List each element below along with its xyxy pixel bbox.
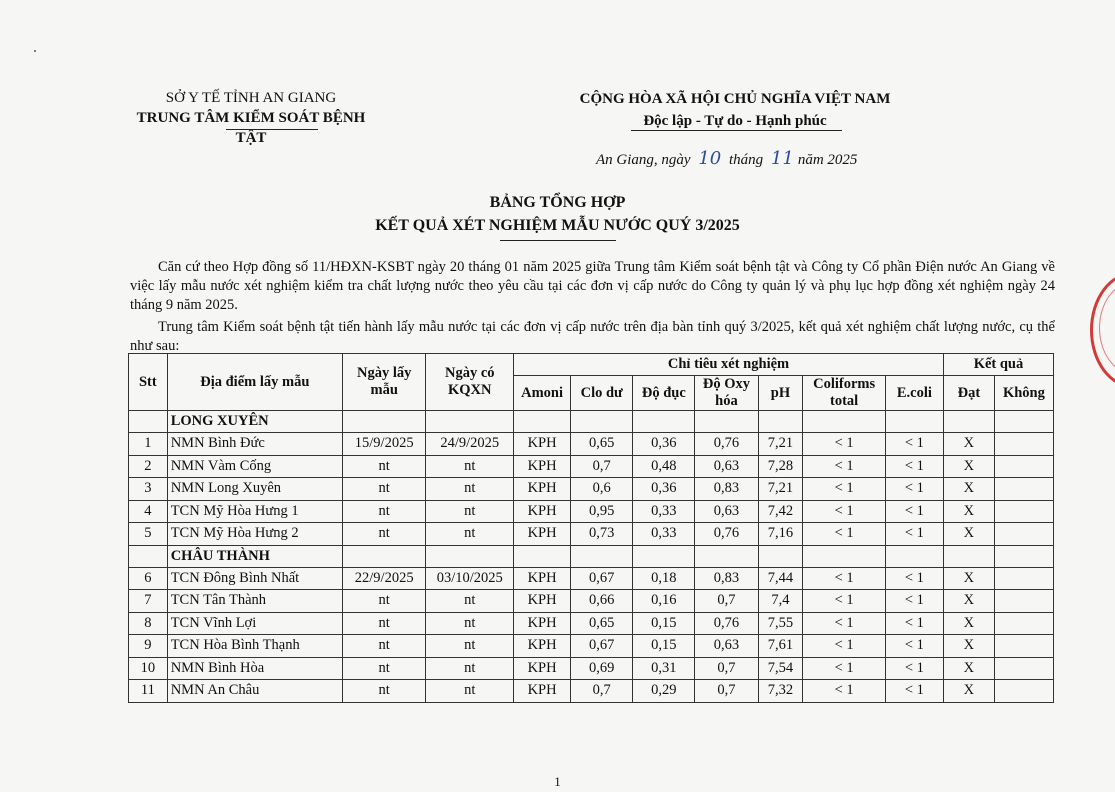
cell-ecoli: < 1 [885, 657, 943, 680]
cell-clo: 0,66 [571, 590, 633, 613]
empty-cell [943, 545, 994, 567]
cell-location: TCN Hòa Bình Thạnh [167, 635, 342, 658]
cell-clo: 0,95 [571, 500, 633, 523]
cell-amoni: KPH [514, 612, 571, 635]
cell-ecoli: < 1 [885, 523, 943, 546]
cell-coliforms: < 1 [803, 657, 886, 680]
cell-coliforms: < 1 [803, 500, 886, 523]
cell-location: NMN Bình Đức [167, 433, 342, 456]
cell-fail [994, 523, 1053, 546]
cell-fail [994, 567, 1053, 590]
cell-ecoli: < 1 [885, 680, 943, 703]
cell-ph: 7,55 [758, 612, 803, 635]
cell-ph: 7,54 [758, 657, 803, 680]
header-clo: Clo dư [571, 376, 633, 411]
cell-fail [994, 680, 1053, 703]
table-row [129, 657, 1054, 680]
cell-oxidation: 0,83 [695, 478, 758, 501]
cell-ecoli: < 1 [885, 590, 943, 613]
cell-ecoli: < 1 [885, 433, 943, 456]
cell-fail [994, 590, 1053, 613]
cell-oxidation: 0,76 [695, 433, 758, 456]
paragraph-basis-text: Căn cứ theo Hợp đồng số 11/HĐXN-KSBT ngày 20 tháng 01 năm 2025 giữa Trung tâm Kiểm soát bệnh tật và Công ty Cổ phần Điện nước An Giang về việc lấy mẫu nước xét nghiệm kiểm tra chất lượng nước theo yêu cầu tại các đơn vị cấp nước do Công ty quản lý và phụ lục hợp đồng xét nghiệm ngày 24 tháng 9 năm 2025. [130, 259, 1055, 313]
cell-clo: 0,6 [571, 478, 633, 501]
cell-ph: 7,61 [758, 635, 803, 658]
empty-cell [129, 545, 168, 567]
cell-ph: 7,28 [758, 455, 803, 478]
empty-cell [514, 545, 571, 567]
cell-turbidity: 0,31 [633, 657, 695, 680]
cell-oxidation: 0,63 [695, 455, 758, 478]
cell-sample-date: nt [342, 612, 426, 635]
header-result-group: Kết quả [943, 354, 1053, 376]
region-row [129, 411, 1054, 433]
table-row [129, 500, 1054, 523]
empty-cell [695, 545, 758, 567]
cell-stt: 7 [129, 590, 168, 613]
cell-location: TCN Đông Bình Nhất [167, 567, 342, 590]
cell-sample-date: nt [342, 680, 426, 703]
date-middle: tháng [728, 152, 764, 168]
issuing-agency-block [120, 88, 382, 148]
cell-oxidation: 0,63 [695, 500, 758, 523]
empty-cell [943, 411, 994, 433]
cell-ecoli: < 1 [885, 635, 943, 658]
empty-cell [803, 411, 886, 433]
cell-amoni: KPH [514, 635, 571, 658]
cell-clo: 0,67 [571, 635, 633, 658]
cell-turbidity: 0,15 [633, 635, 695, 658]
cell-result-date: nt [426, 680, 514, 703]
cell-stt: 8 [129, 612, 168, 635]
cell-turbidity: 0,36 [633, 433, 695, 456]
region-row [129, 545, 1054, 567]
cell-oxidation: 0,76 [695, 523, 758, 546]
paragraph-intro-text: Trung tâm Kiểm soát bệnh tật tiến hành lấy mẫu nước tại các đơn vị cấp nước trên địa bàn tỉnh quý 3/2025, kết quả xét nghiệm chất lượng nước, cụ thể như sau: [130, 319, 1055, 354]
cell-amoni: KPH [514, 657, 571, 680]
cell-coliforms: < 1 [803, 478, 886, 501]
results-table [128, 353, 1054, 703]
cell-result-date: nt [426, 590, 514, 613]
cell-location: TCN Tân Thành [167, 590, 342, 613]
header-turbidity: Độ đục [633, 376, 695, 411]
header-sample-date: Ngày lấy mẫu [342, 354, 426, 411]
cell-oxidation: 0,83 [695, 567, 758, 590]
date-suffix: năm 2025 [797, 152, 858, 168]
empty-cell [342, 545, 426, 567]
ministry-name: SỞ Y TẾ TỈNH AN GIANG [165, 90, 337, 106]
cell-turbidity: 0,33 [633, 523, 695, 546]
cell-sample-date: 22/9/2025 [342, 567, 426, 590]
document-title: BẢNG TỔNG HỢP [489, 194, 626, 211]
national-motto-block [540, 88, 930, 132]
cell-ecoli: < 1 [885, 567, 943, 590]
cell-result-date: 24/9/2025 [426, 433, 514, 456]
cell-sample-date: nt [342, 523, 426, 546]
date-day-handwritten: 10 [698, 148, 722, 169]
cell-location: TCN Vĩnh Lợi [167, 612, 342, 635]
cell-pass: X [943, 657, 994, 680]
cell-sample-date: nt [342, 635, 426, 658]
cell-location: NMN Long Xuyên [167, 478, 342, 501]
cell-clo: 0,65 [571, 612, 633, 635]
date-month-handwritten: 11 [770, 148, 794, 169]
cell-ecoli: < 1 [885, 478, 943, 501]
cell-result-date: nt [426, 657, 514, 680]
cell-stt: 2 [129, 455, 168, 478]
cell-stt: 4 [129, 500, 168, 523]
cell-amoni: KPH [514, 567, 571, 590]
cell-pass: X [943, 433, 994, 456]
header-coliforms: Coliforms total [803, 376, 886, 411]
empty-cell [885, 545, 943, 567]
cell-ecoli: < 1 [885, 500, 943, 523]
header-amoni: Amoni [514, 376, 571, 411]
cell-result-date: nt [426, 455, 514, 478]
header-result-date: Ngày có KQXN [426, 354, 514, 411]
cell-pass: X [943, 478, 994, 501]
cell-sample-date: 15/9/2025 [342, 433, 426, 456]
region-name: CHÂU THÀNH [167, 545, 342, 567]
cell-coliforms: < 1 [803, 590, 886, 613]
empty-cell [758, 545, 803, 567]
cell-oxidation: 0,7 [695, 680, 758, 703]
paragraph-basis [130, 258, 1055, 315]
empty-cell [342, 411, 426, 433]
empty-cell [994, 545, 1053, 567]
cell-coliforms: < 1 [803, 567, 886, 590]
cell-fail [994, 478, 1053, 501]
cell-ecoli: < 1 [885, 612, 943, 635]
place-date-line [596, 148, 857, 169]
cell-fail [994, 612, 1053, 635]
header-stt: Stt [129, 354, 168, 411]
cell-pass: X [943, 523, 994, 546]
cell-sample-date: nt [342, 590, 426, 613]
cell-oxidation: 0,63 [695, 635, 758, 658]
table-row [129, 612, 1054, 635]
cell-stt: 5 [129, 523, 168, 546]
table-row [129, 680, 1054, 703]
empty-cell [758, 411, 803, 433]
table-row [129, 455, 1054, 478]
region-name: LONG XUYÊN [167, 411, 342, 433]
empty-cell [426, 411, 514, 433]
cell-turbidity: 0,48 [633, 455, 695, 478]
cell-oxidation: 0,7 [695, 657, 758, 680]
agency-name: TRUNG TÂM KIỂM SOÁT BỆNH TẬT [136, 110, 366, 146]
cell-ph: 7,42 [758, 500, 803, 523]
cell-pass: X [943, 500, 994, 523]
cell-oxidation: 0,76 [695, 612, 758, 635]
header-ph: pH [758, 376, 803, 411]
cell-coliforms: < 1 [803, 433, 886, 456]
date-prefix: An Giang, ngày [596, 152, 691, 168]
header-location: Địa điểm lấy mẫu [167, 354, 342, 411]
table-row [129, 523, 1054, 546]
header-indicators-group: Chỉ tiêu xét nghiệm [514, 354, 944, 376]
cell-amoni: KPH [514, 500, 571, 523]
empty-cell [129, 411, 168, 433]
cell-location: NMN Vàm Cống [167, 455, 342, 478]
cell-amoni: KPH [514, 523, 571, 546]
header-ecoli: E.coli [885, 376, 943, 411]
table-row [129, 590, 1054, 613]
cell-location: NMN Bình Hòa [167, 657, 342, 680]
cell-pass: X [943, 567, 994, 590]
cell-turbidity: 0,29 [633, 680, 695, 703]
cell-pass: X [943, 635, 994, 658]
empty-cell [803, 545, 886, 567]
cell-fail [994, 500, 1053, 523]
cell-location: TCN Mỹ Hòa Hưng 1 [167, 500, 342, 523]
cell-coliforms: < 1 [803, 635, 886, 658]
cell-amoni: KPH [514, 455, 571, 478]
cell-sample-date: nt [342, 478, 426, 501]
cell-sample-date: nt [342, 500, 426, 523]
cell-stt: 1 [129, 433, 168, 456]
cell-coliforms: < 1 [803, 612, 886, 635]
table-row [129, 478, 1054, 501]
empty-cell [994, 411, 1053, 433]
header-oxidation: Độ Oxy hóa [695, 376, 758, 411]
agency-underline [226, 129, 318, 130]
cell-coliforms: < 1 [803, 455, 886, 478]
cell-pass: X [943, 455, 994, 478]
cell-ecoli: < 1 [885, 455, 943, 478]
header-pass: Đạt [943, 376, 994, 411]
cell-amoni: KPH [514, 590, 571, 613]
cell-amoni: KPH [514, 433, 571, 456]
cell-fail [994, 433, 1053, 456]
page-number: 1 [554, 774, 561, 789]
empty-cell [571, 545, 633, 567]
cell-result-date: 03/10/2025 [426, 567, 514, 590]
country-name: CỘNG HÒA XÃ HỘI CHỦ NGHĨA VIỆT NAM [579, 91, 891, 107]
cell-amoni: KPH [514, 680, 571, 703]
empty-cell [885, 411, 943, 433]
cell-ph: 7,21 [758, 478, 803, 501]
paragraph-intro [130, 318, 1055, 356]
cell-result-date: nt [426, 523, 514, 546]
table-row [129, 635, 1054, 658]
cell-ph: 7,21 [758, 433, 803, 456]
cell-ph: 7,44 [758, 567, 803, 590]
document-subtitle: KẾT QUẢ XÉT NGHIỆM MẪU NƯỚC QUÝ 3/2025 [375, 217, 740, 234]
table-row [129, 567, 1054, 590]
empty-cell [695, 411, 758, 433]
cell-stt: 10 [129, 657, 168, 680]
cell-turbidity: 0,15 [633, 612, 695, 635]
cell-turbidity: 0,16 [633, 590, 695, 613]
cell-stt: 9 [129, 635, 168, 658]
cell-location: NMN An Châu [167, 680, 342, 703]
motto-underline [631, 130, 842, 131]
cell-sample-date: nt [342, 455, 426, 478]
results-table-body [129, 411, 1054, 703]
cell-location: TCN Mỹ Hòa Hưng 2 [167, 523, 342, 546]
cell-result-date: nt [426, 612, 514, 635]
cell-ph: 7,32 [758, 680, 803, 703]
cell-result-date: nt [426, 635, 514, 658]
cell-fail [994, 657, 1053, 680]
table-row [129, 433, 1054, 456]
cell-turbidity: 0,33 [633, 500, 695, 523]
cell-clo: 0,7 [571, 680, 633, 703]
empty-cell [633, 545, 695, 567]
cell-amoni: KPH [514, 478, 571, 501]
cell-pass: X [943, 680, 994, 703]
cell-stt: 3 [129, 478, 168, 501]
cell-clo: 0,65 [571, 433, 633, 456]
cell-oxidation: 0,7 [695, 590, 758, 613]
empty-cell [633, 411, 695, 433]
cell-fail [994, 455, 1053, 478]
empty-cell [571, 411, 633, 433]
cell-stt: 6 [129, 567, 168, 590]
cell-ph: 7,4 [758, 590, 803, 613]
cell-turbidity: 0,18 [633, 567, 695, 590]
cell-coliforms: < 1 [803, 523, 886, 546]
title-underline [500, 240, 616, 241]
empty-cell [514, 411, 571, 433]
cell-pass: X [943, 612, 994, 635]
empty-cell [426, 545, 514, 567]
cell-stt: 11 [129, 680, 168, 703]
cell-fail [994, 635, 1053, 658]
cell-clo: 0,73 [571, 523, 633, 546]
cell-result-date: nt [426, 500, 514, 523]
cell-result-date: nt [426, 478, 514, 501]
cell-ph: 7,16 [758, 523, 803, 546]
cell-pass: X [943, 590, 994, 613]
cell-coliforms: < 1 [803, 680, 886, 703]
cell-clo: 0,67 [571, 567, 633, 590]
cell-sample-date: nt [342, 657, 426, 680]
speck-mark [34, 50, 36, 52]
header-fail: Không [994, 376, 1053, 411]
motto: Độc lập - Tự do - Hạnh phúc [643, 113, 827, 129]
cell-clo: 0,69 [571, 657, 633, 680]
cell-turbidity: 0,36 [633, 478, 695, 501]
cell-clo: 0,7 [571, 455, 633, 478]
